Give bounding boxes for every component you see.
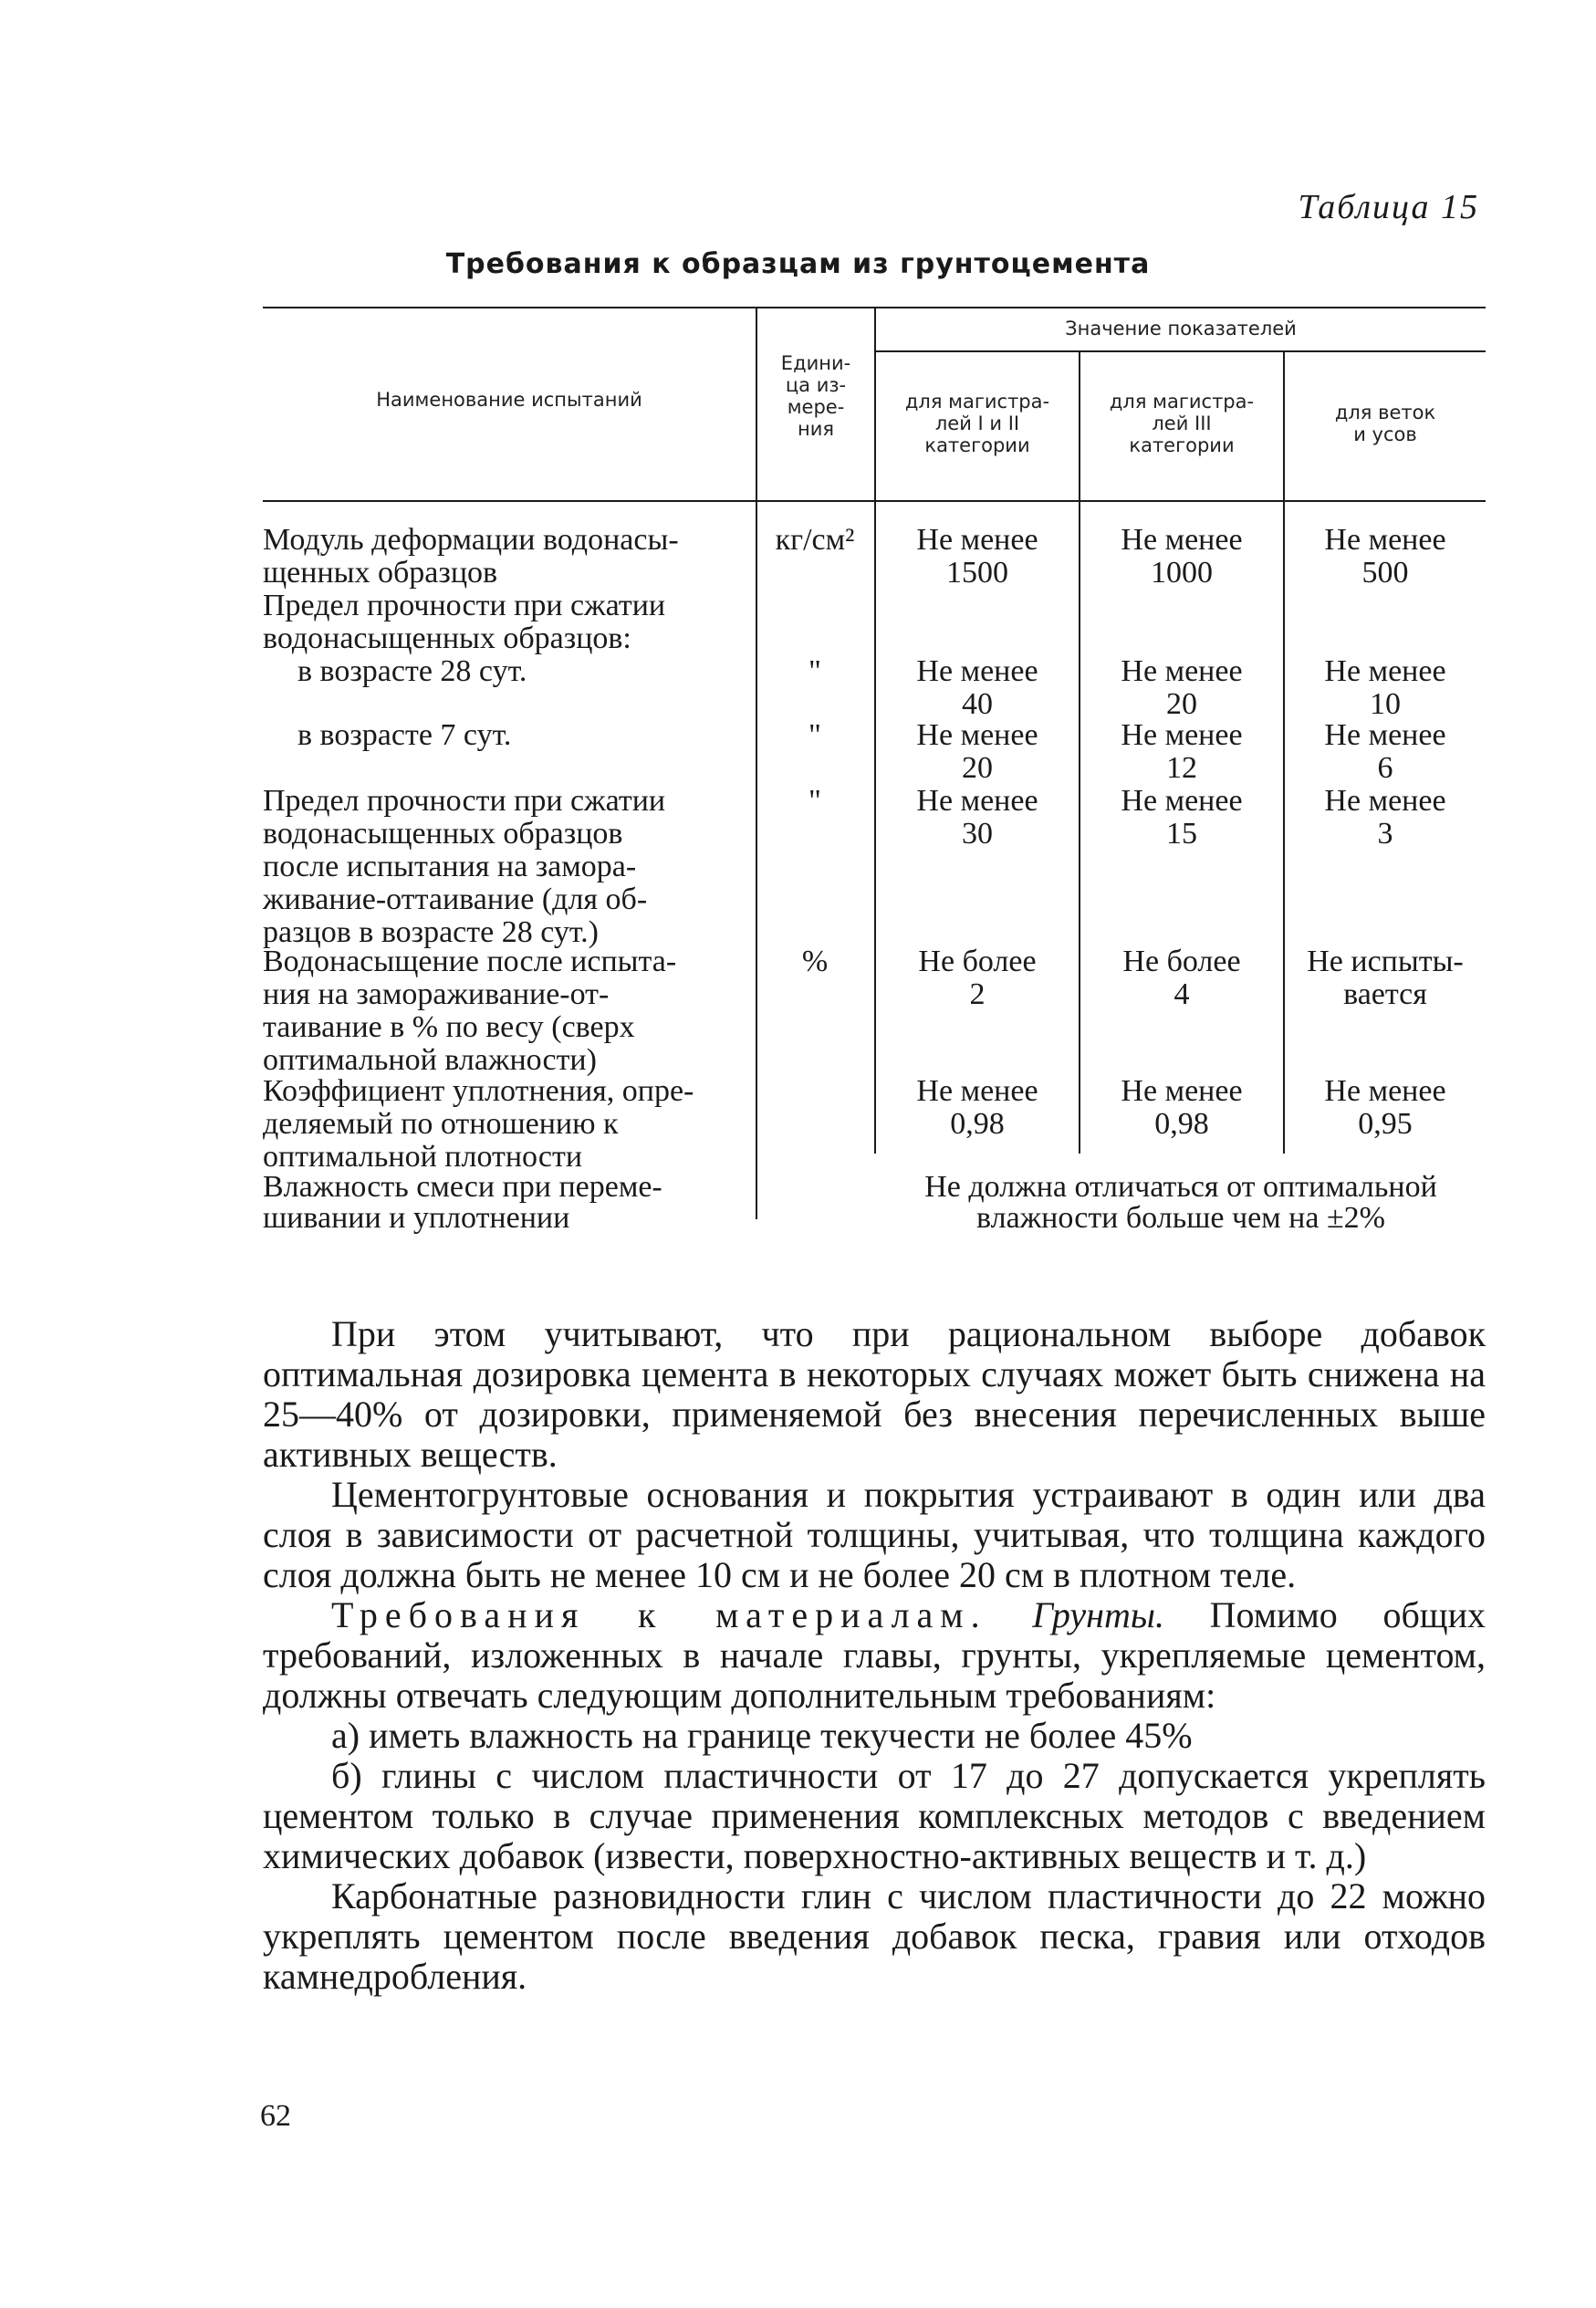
row-3-col3: Не менее 6 <box>1324 718 1446 785</box>
header-col1: для магистра- лей I и II категории <box>904 391 1050 456</box>
paragraph-1: При этом учитывают, что при рациональном выборе добавок оптимальная дозировка цемента в некоторых случаях может быть снижена на 25—40% от дозировки, применяемой без внесения перечисленных выше активных веществ. <box>263 1313 1486 1475</box>
body-text <box>263 1314 1486 1997</box>
row-0-col1: Не менее 1500 <box>916 523 1038 590</box>
subsection-heading: Грунты. <box>1032 1594 1164 1635</box>
header-unit: Едини- ца из- мере- ния <box>780 352 851 440</box>
header-values-group: Значение показателей <box>1065 318 1297 339</box>
row-2-col1: Не менее 40 <box>916 654 1038 721</box>
table-number: Таблица 15 <box>1298 188 1479 226</box>
list-item-b: б) глины с числом пластичности от 17 до 27 допускается укреплять цементом только в случае применения комплексных методов с введением химических добавок (извести, поверхностно-активных веществ и т. д.) <box>263 1755 1486 1876</box>
row-2-name: в возрасте 28 сут. <box>297 654 527 688</box>
section-heading: Требования к материалам. <box>331 1594 987 1635</box>
row-4-col3: Не менее 3 <box>1324 784 1446 851</box>
row-4-col2: Не менее 15 <box>1121 784 1243 851</box>
row-5-name: Водонасыщение после испыта- ния на замораживание-от- таивание в % по весу (сверх оптимальной влажности) <box>263 945 677 1077</box>
row-4-unit: " <box>808 784 821 818</box>
row-4-col1: Не менее 30 <box>916 784 1038 851</box>
paragraph-3 <box>263 1595 1486 1716</box>
row-0-unit: кг/см² <box>775 523 855 557</box>
row-3-name: в возрасте 7 сут. <box>297 718 512 752</box>
row-5-col2: Не более 4 <box>1122 945 1241 1011</box>
row-6-name: Коэффициент уплотнения, опре- деляемый по отношению к оптимальной плотности <box>263 1074 694 1174</box>
header-name: Наименование испытаний <box>376 389 642 411</box>
row-2-col2: Не менее 20 <box>1121 654 1243 721</box>
row-0-col2: Не менее 1000 <box>1121 523 1243 590</box>
row-1-name: Предел прочности при сжатии водонасыщенных образцов: <box>263 589 666 655</box>
row-0-name: Модуль деформации водонасы- щенных образцов <box>263 523 679 590</box>
page-number: 62 <box>260 2099 291 2133</box>
row-7-name: Влажность смеси при переме- шивании и уплотнении <box>263 1170 662 1235</box>
paragraph-4: Карбонатные разновидности глин с числом пластичности до 22 можно укреплять цементом после введения добавок песка, гравия или отходов камнедробления. <box>263 1875 1486 1997</box>
row-6-col1: Не менее 0,98 <box>916 1074 1038 1141</box>
header-col3: для веток и усов <box>1334 402 1436 445</box>
row-5-unit: % <box>801 945 829 978</box>
row-5-col1: Не более 2 <box>918 945 1037 1011</box>
row-0-col3: Не менее 500 <box>1324 523 1446 590</box>
row-3-col1: Не менее 20 <box>916 718 1038 785</box>
row-7-spanned-value: Не должна отличаться от оптимальной влажности больше чем на ±2% <box>924 1170 1437 1235</box>
row-3-col2: Не менее 12 <box>1121 718 1243 785</box>
row-3-unit: " <box>808 718 821 752</box>
paragraph-3-text: Помимо общих требований, изложенных в начале главы, грунты, укрепляемые цементом, должны отвечать следующим дополнительным требованиям: <box>263 1594 1486 1716</box>
paragraph-2: Цементогрунтовые основания и покрытия устраивают в один или два слоя в зависимости от расчетной толщины, учитывая, что толщина каждого слоя должна быть не менее 10 см и не более 20 см в плотном теле. <box>263 1474 1486 1595</box>
list-item-a: а) иметь влажность на границе текучести не более 45% <box>331 1715 1193 1756</box>
row-2-col3: Не менее 10 <box>1324 654 1446 721</box>
header-group-rule <box>876 350 1486 352</box>
row-2-unit: " <box>808 654 821 688</box>
row-5-col3: Не испыты- вается <box>1307 945 1464 1011</box>
row-6-col2: Не менее 0,98 <box>1121 1074 1243 1141</box>
name-unit-divider <box>756 307 757 1219</box>
table-title: Требования к образцам из грунтоцемента <box>445 248 1151 280</box>
header-col2: для магистра- лей III категории <box>1109 391 1255 456</box>
row-6-col3: Не менее 0,95 <box>1324 1074 1446 1141</box>
row-4-name: Предел прочности при сжатии водонасыщенных образцов после испытания на замора- живание-оттаивание (для об- разцов в возрасте 28 сут.) <box>263 784 666 949</box>
